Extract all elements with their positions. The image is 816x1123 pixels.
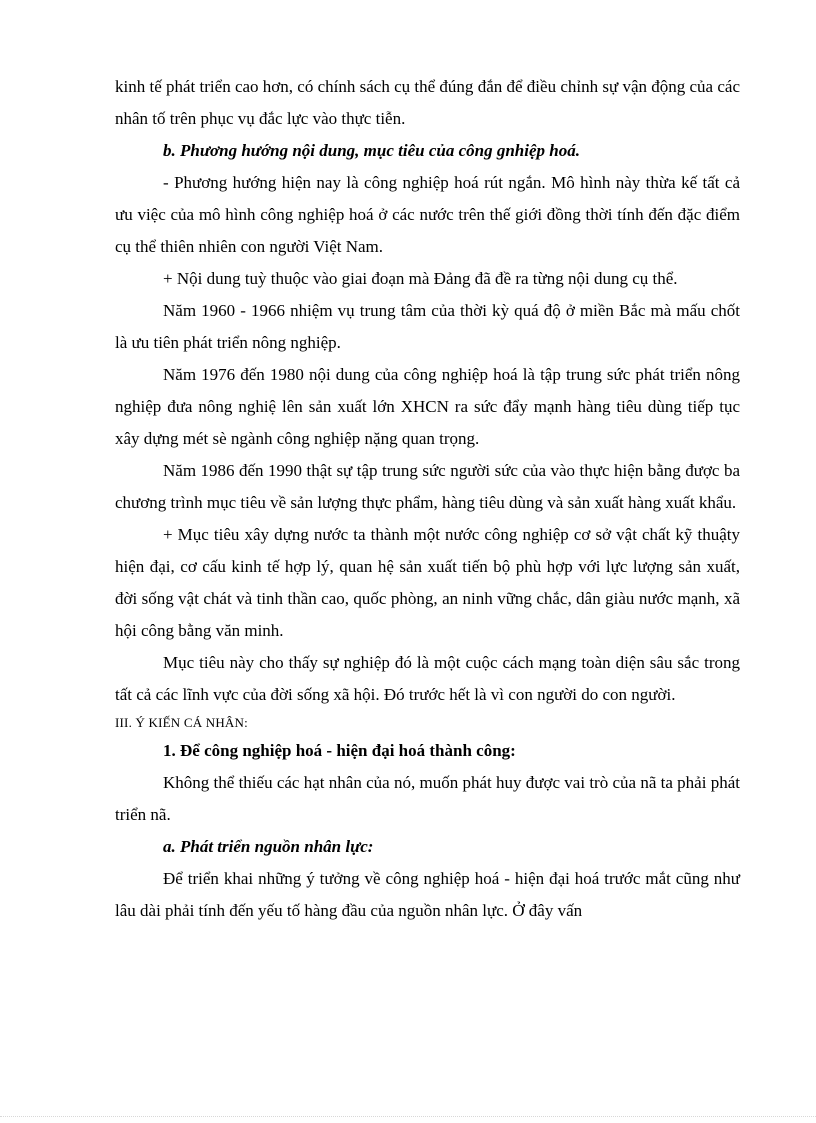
document-page <box>115 71 740 927</box>
paragraph-nucleus: Không thể thiếu các hạt nhân của nó, muốn phát huy được vai trò của nã ta phải phát triển nã. <box>115 773 740 824</box>
section-heading-iii: III. Ý KIẾN CÁ NHÂN: <box>115 715 248 730</box>
paragraph-human-resources: Để triển khai những ý tưởng về công nghiệp hoá - hiện đại hoá trước mắt cũng như lâu dài phải tính đến yếu tố hàng đầu của nguồn nhân lực. Ở đây vấn <box>115 869 740 920</box>
paragraph-content: + Nội dung tuỳ thuộc vào giai đoạn mà Đảng đã đề ra từng nội dung cụ thể. <box>163 269 678 288</box>
paragraph-1976: Năm 1976 đến 1980 nội dung của công nghiệp hoá là tập trung sức phát triển nông nghiệp đưa nông nghiệ lên sản xuất lớn XHCN ra sức đẩy mạnh hàng tiêu dùng tiếp tục xây dựng mét sè ngành công nghiệp nặng quan trọng. <box>115 365 740 448</box>
paragraph-direction: - Phương hướng hiện nay là công nghiệp hoá rút ngắn. Mô hình này thừa kế tất cả ưu việc của mô hình công nghiệp hoá ở các nước trên thế giới đồng thời tính đến đặc điểm cụ thể thiên nhiên con người Việt Nam. <box>115 173 740 256</box>
paragraph-1986: Năm 1986 đến 1990 thật sự tập trung sức người sức của vào thực hiện bằng được ba chương trình mục tiêu về sản lượng thực phẩm, hàng tiêu dùng và sản xuất hàng xuất khẩu. <box>115 461 740 512</box>
subheading-1: 1. Để công nghiệp hoá - hiện đại hoá thành công: <box>163 741 516 760</box>
paragraph-goal-meaning: Mục tiêu này cho thấy sự nghiệp đó là một cuộc cách mạng toàn diện sâu sắc trong tất cả các lĩnh vực của đời sống xã hội. Đó trước hết là vì con người do con người. <box>115 653 740 704</box>
paragraph-1960: Năm 1960 - 1966 nhiệm vụ trung tâm của thời kỳ quá độ ở miền Bắc mà mấu chốt là ưu tiên phát triển nông nghiệp. <box>115 301 740 352</box>
page-bottom-divider <box>0 1116 816 1117</box>
subheading-a: a. Phát triển nguồn nhân lực: <box>163 837 374 856</box>
subheading-b: b. Phương hướng nội dung, mục tiêu của công gnhiệp hoá. <box>163 141 580 160</box>
paragraph-continuation: kinh tế phát triển cao hơn, có chính sách cụ thể đúng đắn để điều chỉnh sự vận động của các nhân tố trên phục vụ đắc lực vào thực tiễn. <box>115 77 740 128</box>
paragraph-goal: + Mục tiêu xây dựng nước ta thành một nước công nghiệp cơ sở vật chất kỹ thuậty hiện đại, cơ cấu kinh tế hợp lý, quan hệ sản xuất tiến bộ phù hợp với lực lượng sản xuất, đời sống vật chát và tinh thần cao, quốc phòng, an ninh vững chắc, dân giàu nước mạnh, xã hội công bằng văn minh. <box>115 525 740 640</box>
